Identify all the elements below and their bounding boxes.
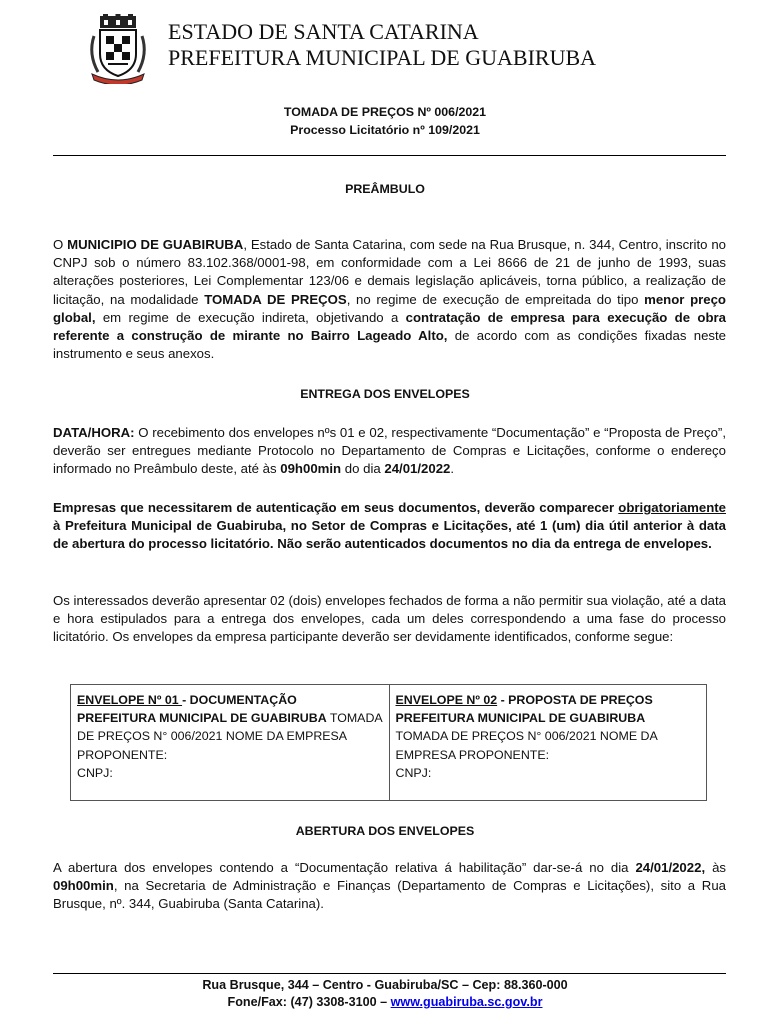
preambulo-paragraph: O MUNICIPIO DE GUABIRUBA, Estado de Santa Catarina, com sede na Rua Brusque, n. 344, Centro, inscrito no CNPJ sob o número 83.102.368/0001-98, em conformidade com a Lei 8666 de 21 de junho de 1993, suas alterações posteriores, Lei Complementar 123/06 e demais legislação aplicáveis, torna público, a realização de licitação, na modalidade TOMADA DE PREÇOS, no regime de execução de empreitada do tipo menor preço global, em regime de execução indireta, objetivando a contratação de empresa para execução de obra referente a construção de mirante no Bairro Lageado Alto, de acordo com as condições fixadas neste instrumento e seus anexos.	[53, 237, 726, 362]
envelope-01-cell: ENVELOPE Nº 01 - DOCUMENTAÇÃO PREFEITURA MUNICIPAL DE GUABIRUBA TOMADA DE PREÇOS N° 006/2021 NOME DA EMPRESA PROPONENTE: CNPJ:	[77, 693, 382, 780]
state-name: ESTADO DE SANTA CATARINA	[168, 19, 479, 44]
envelope-02-cell: ENVELOPE Nº 02 - PROPOSTA DE PREÇOS PREFEITURA MUNICIPAL DE GUABIRUBA TOMADA DE PREÇOS N° 006/2021 NOME DA EMPRESA PROPONENTE: CNPJ:	[389, 685, 707, 800]
municipality-name: PREFEITURA MUNICIPAL DE GUABIRUBA	[168, 45, 597, 70]
document-title: TOMADA DE PREÇOS Nº 006/2021	[283, 105, 487, 119]
entrega-datetime-paragraph: DATA/HORA: O recebimento dos envelopes nºs 01 e 02, respectivamente “Documentação” e “Proposta de Preço”, deverão ser entregues mediante Protocolo no Departamento de Compras e Licitações, conforme o endereço informado no Preâmbulo deste, até às 09h00min do dia 24/01/2022.	[53, 425, 726, 477]
divider	[53, 155, 726, 156]
process-number: Processo Licitatório nº 109/2021	[290, 123, 480, 137]
footer-contact: Fone/Fax: (47) 3308-3100 – www.guabiruba.sc.gov.br	[227, 995, 543, 1009]
envelopes-instructions: Os interessados deverão apresentar 02 (dois) envelopes fechados de forma a não permitir sua violação, até a data e hora estipulados para a entrega dos envelopes, cada um deles correspondendo a uma fase do processo licitatório. Os envelopes da empresa participante deverão ser devidamente identificados, conforme segue:	[53, 593, 726, 645]
entrega-heading: ENTREGA DOS ENVELOPES	[300, 387, 470, 401]
letterhead	[168, 19, 596, 71]
envelopes-table	[70, 684, 707, 801]
authentication-notice: Empresas que necessitarem de autenticação em seus documentos, deverão comparecer obrigatoriamente à Prefeitura Municipal de Guabiruba, no Setor de Compras e Licitações, até 1 (um) dia útil anterior à data de abertura do processo licitatório. Não serão autenticados documentos no dia da entrega de envelopes.	[53, 500, 726, 552]
website-link[interactable]: www.guabiruba.sc.gov.br	[390, 995, 543, 1009]
footer-address: Rua Brusque, 344 – Centro - Guabiruba/SC – Cep: 88.360-000	[202, 978, 568, 992]
preambulo-heading: PREÂMBULO	[345, 182, 425, 196]
abertura-paragraph: A abertura dos envelopes contendo a “Documentação relativa á habilitação” dar-se-á no dia 24/01/2022, às 09h00min, na Secretaria de Administração e Finanças (Departamento de Compras e Licitações), sito a Rua Brusque, nº. 344, Guabiruba (Santa Catarina).	[53, 860, 726, 912]
abertura-heading: ABERTURA DOS ENVELOPES	[295, 824, 475, 838]
footer-divider	[53, 973, 726, 974]
coat-of-arms-icon	[86, 14, 150, 84]
